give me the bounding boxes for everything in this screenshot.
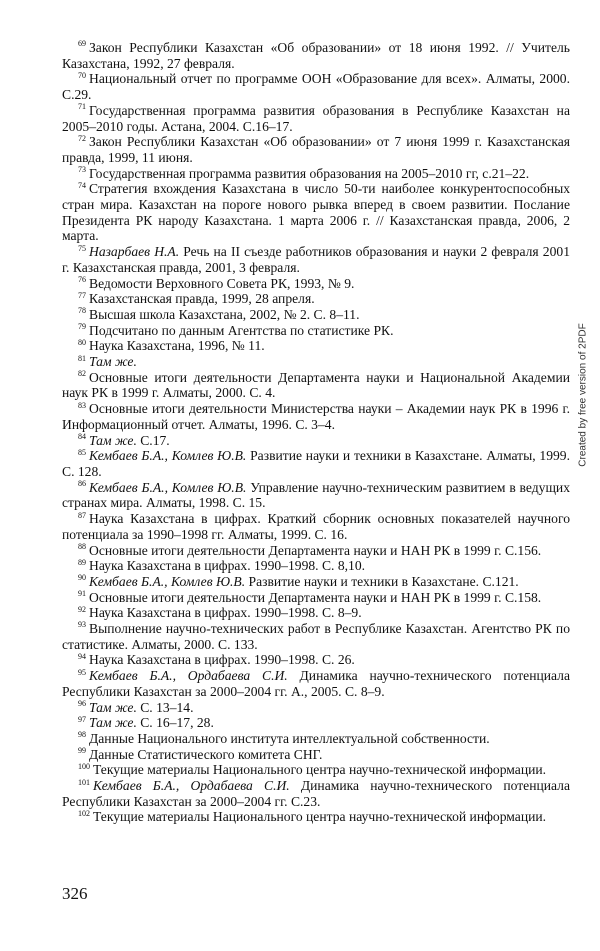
- page-number: 326: [62, 884, 88, 903]
- footnote-text: Основные итоги деятельности Департамента науки и Национальной Академии наук РК в 1999 г. Алматы, 2000. С. 4.: [62, 369, 570, 401]
- footnote-author: Там же.: [89, 432, 137, 448]
- footnote: [62, 480, 570, 511]
- watermark-text: Created by free version of 2PDF: [577, 323, 589, 467]
- footnote-number: 82: [78, 369, 86, 379]
- footnote-number: 75: [78, 243, 86, 253]
- footnote-number: 73: [78, 165, 86, 175]
- footnote-text: Национальный отчет по программе ООН «Образование для всех». Алматы, 2000. С.29.: [62, 71, 570, 103]
- footnote-number: 74: [78, 180, 86, 190]
- footnote-number: 71: [78, 102, 86, 112]
- footnote-text: Закон Республики Казахстан «Об образовании» от 7 июня 1999 г. Казахстанская правда, 1999, 11 июня.: [62, 134, 570, 165]
- footnote-text: Ведомости Верховного Совета РК, 1993, № 9.: [89, 275, 355, 291]
- footnote: [62, 652, 570, 668]
- footnote: [62, 605, 570, 621]
- footnote-number: 101: [78, 777, 90, 787]
- footnote-number: 92: [78, 604, 86, 614]
- footnote-text: Высшая школа Казахстана, 2002, № 2. С. 8–11.: [89, 306, 360, 322]
- footnote: [62, 433, 570, 449]
- footnote-author: Там же.: [89, 715, 137, 731]
- footnote-author: Назарбаев Н.А.: [89, 244, 180, 260]
- footnote-text: Наука Казахстана в цифрах. 1990–1998. С. 8,10.: [89, 558, 366, 574]
- footnote-author: Кембаев Б.А., Ордабаева С.И.: [89, 668, 288, 684]
- footnote: [62, 291, 570, 307]
- footnote-number: 72: [78, 133, 86, 143]
- footnote-number: 85: [78, 447, 86, 457]
- footnote: [62, 244, 570, 275]
- footnote: [62, 621, 570, 652]
- footnote-author: Кембаев Б.А., Комлев Ю.В.: [89, 479, 247, 495]
- footnote: [62, 181, 570, 244]
- footnote-text: Наука Казахстана в цифрах. 1990–1998. С. 8–9.: [89, 605, 362, 621]
- footnote-text: Динамика научно-технического потенциала Республики Казахстан за 2000–2004 гг. С.23.: [62, 778, 570, 809]
- footnote-number: 96: [78, 699, 86, 708]
- footnote: [62, 715, 570, 731]
- footnote-text: С. 13–14.: [136, 699, 194, 715]
- footnote: [62, 307, 570, 323]
- footnote-text: Наука Казахстана в цифрах. Краткий сборник основных показателей научного потенциала за 1990–1998 гг. Алматы, 1999. С. 16.: [62, 511, 570, 542]
- footnote: [62, 511, 570, 542]
- footnote: [62, 762, 570, 778]
- footnote-text: Управление научно-техническим развитием в ведущих странах мира. Алматы, 1998. С. 15.: [62, 479, 570, 511]
- footnote-text: Казахстанская правда, 1999, 28 апреля.: [89, 291, 315, 307]
- footnote-text: С. 16–17, 28.: [136, 715, 214, 731]
- footnote-text: Выполнение научно-технических работ в Республике Казахстан. Агентство РК по статистике. Алматы, 2000. С. 133.: [62, 621, 570, 652]
- footnote-text: Закон Республики Казахстан «Об образовании» от 18 июня 1992. // Учитель Казахстана, 1992, 27 февраля.: [62, 40, 570, 71]
- footnote-text: Данные Статистического комитета СНГ.: [89, 746, 323, 762]
- footnote-author: Там же.: [89, 354, 137, 370]
- footnote-number: 91: [78, 589, 86, 599]
- footnote-text: Подсчитано по данным Агентства по статистике РК.: [89, 322, 394, 338]
- footnote-text: Развитие науки и техники в Казахстане. С.121.: [245, 573, 519, 589]
- footnote-text: Основные итоги деятельности Департамента науки и НАН РК в 1999 г. С.158.: [89, 589, 542, 605]
- footnote-number: 84: [78, 432, 86, 442]
- footnote-number: 79: [78, 322, 86, 332]
- footnote-author: Там же.: [89, 699, 137, 715]
- footnote: [62, 354, 570, 370]
- footnote-text: Текущие материалы Национального центра научно-технической информации.: [93, 809, 547, 825]
- footnote-number: 100: [78, 761, 90, 771]
- footnote: [62, 590, 570, 606]
- footnote-number: 70: [78, 70, 86, 80]
- footnote: [62, 166, 570, 182]
- footnote-number: 97: [78, 714, 86, 724]
- footnote-text: Текущие материалы Национального центра научно-технической информации.: [93, 762, 547, 778]
- footnote: [62, 543, 570, 559]
- footnote: [62, 778, 570, 809]
- footnote-number: 76: [78, 275, 86, 285]
- footnote: [62, 276, 570, 292]
- footnote-number: 69: [78, 39, 86, 49]
- footnote: [62, 40, 570, 71]
- footnote: [62, 338, 570, 354]
- footnote-number: 98: [78, 730, 86, 740]
- footnote: [62, 448, 570, 479]
- footnote-number: 87: [78, 510, 86, 520]
- footnote-number: 99: [78, 746, 86, 756]
- footnote: [62, 668, 570, 699]
- footnote-number: 78: [78, 306, 86, 316]
- footnote: [62, 558, 570, 574]
- footnote-text: Стратегия вхождения Казахстана в число 50-ти наиболее конкурентоспособных стран мира. Казахстан на пороге нового рывка вперед в своем развитии. Послание Президента РК народу Казахстана. 1 марта 2006 г. // Казахстанская правда, 2006, 2 марта.: [62, 181, 570, 244]
- footnote-number: 102: [78, 808, 90, 818]
- footnote-author: Кембаев Б.А., Комлев Ю.В.: [89, 573, 246, 589]
- footnote-number: 95: [78, 667, 86, 677]
- footnote-text: Данные Национального института интеллектуальной собственности.: [89, 730, 490, 746]
- footnote-number: 93: [78, 620, 86, 630]
- footnote-number: 77: [78, 290, 86, 300]
- footnote-text: Наука Казахстана, 1996, № 11.: [89, 338, 265, 354]
- footnote: [62, 134, 570, 165]
- footnote-number: 94: [78, 651, 86, 661]
- footnote-author: Кембаев Б.А., Комлев Ю.В.: [89, 448, 247, 464]
- footnotes-list: [62, 40, 570, 825]
- footnote-number: 89: [78, 557, 86, 567]
- footnote-text: Наука Казахстана в цифрах. 1990–1998. С. 26.: [89, 652, 355, 668]
- footnote: [62, 71, 570, 102]
- footnote-number: 86: [78, 479, 86, 489]
- footnote-text: Речь на II съезде работников образования и науки 2 февраля 2001 г. Казахстанская правда, 2001, 3 февраля.: [62, 244, 570, 275]
- footnote-text: Динамика научно-технического потенциала Республики Казахстан за 2000–2004 гг. А., 2005. С. 8–9.: [62, 668, 570, 699]
- footnote-text: Основные итоги деятельности Министерства науки – Академии наук РК в 1996 г. Информационный отчет. Алматы, 1996. С. 3–4.: [62, 401, 570, 432]
- footnote-text: Государственная программа развития образования в Республике Казахстан на 2005–2010 годы. Астана, 2004. С.16–17.: [62, 102, 570, 134]
- footnote: [62, 747, 570, 763]
- footnote-text: Государственная программа развития образования на 2005–2010 гг, с.21–22.: [89, 165, 530, 181]
- footnote-number: 88: [78, 541, 86, 551]
- footnote-text: Основные итоги деятельности Департамента науки и НАН РК в 1999 г. С.156.: [89, 542, 542, 558]
- footnote-number: 81: [78, 353, 86, 363]
- footnote-number: 80: [78, 337, 86, 347]
- footnote-text: Развитие науки и техники в Казахстане. Алматы, 1999. С. 128.: [62, 448, 570, 479]
- footnote: [62, 731, 570, 747]
- footnote-author: Кембаев Б.А., Ордабаева С.И.: [93, 778, 290, 794]
- footnote-text: С.17.: [136, 432, 170, 448]
- footnote-number: 90: [78, 573, 86, 583]
- footnote: [62, 574, 570, 590]
- footnote-number: 83: [78, 400, 86, 410]
- footnote: [62, 323, 570, 339]
- footnote: [62, 401, 570, 432]
- footnote: [62, 700, 570, 716]
- footnote: [62, 103, 570, 134]
- footnote: [62, 370, 570, 401]
- footnote: [62, 809, 570, 825]
